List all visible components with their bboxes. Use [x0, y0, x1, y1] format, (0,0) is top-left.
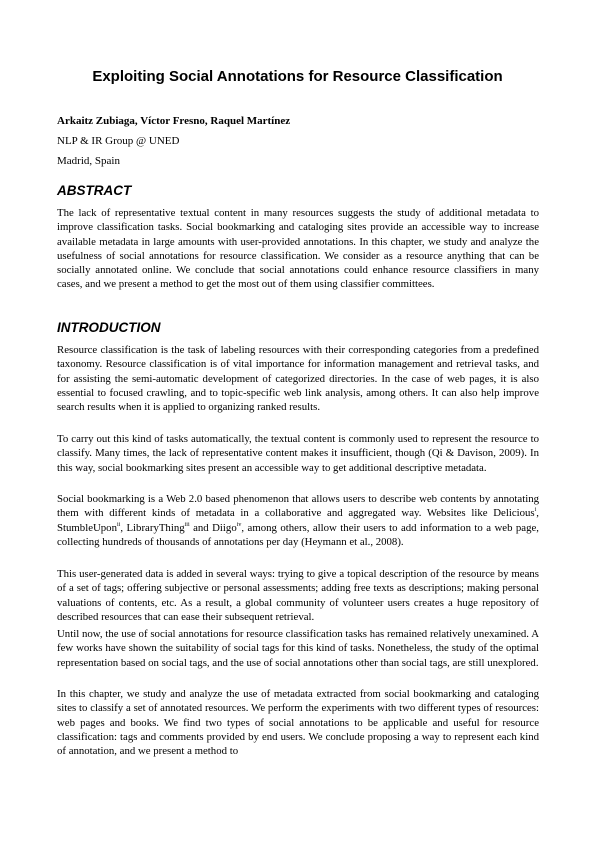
footnote-marker: ii: [116, 521, 121, 528]
intro-paragraph-5: Until now, the use of social annotations for resource classification tasks has remained relatively unexamined. A few works have shown the suitability of social tags for this kind of tasks. Nonetheless, the study of the optimal representation based on social tags, and the use of social annotations other than social tags, are still unexplored.: [57, 628, 539, 669]
abstract-heading: ABSTRACT: [57, 183, 132, 198]
intro-paragraph-6: In this chapter, we study and analyze the use of metadata extracted from social bookmarking and cataloging sites to classify a set of annotated resources. We perform the experiments with two different types of resources: web pages and books. We find two types of social annotations to be applicable and useful for resource classification: tags and comments provided by end users. We conclude proposing a way to represent each kind of annotation, and we present a method to: [57, 688, 539, 758]
footnote-marker: i: [534, 507, 537, 514]
footnote-marker: iv: [236, 521, 242, 528]
intro-paragraph-1: Resource classification is the task of labeling resources with their corresponding categories from a predefined taxonomy. Resource classification is of vital importance for information management and retrieval tasks, and for assisting the semi-automatic development of categorized directories. In the case of web pages, it is also essential to focused crawling, and to topic-specific web link analysis, among others. It can also help improve search results when it is applied to organizing ranked results.: [57, 344, 539, 414]
text-run: Social bookmarking is a Web 2.0 based phenomenon that allows users to describe web contents by annotating them with different kinds of metadata in a collaborative and aggregated way. Websites like Delicious: [57, 493, 539, 520]
affiliation: NLP & IR Group @ UNED: [57, 135, 180, 147]
footnote-marker: iii: [184, 521, 190, 528]
text-run: , among others, allow their users to add information to a web page, collecting hundreds of thousands of annotations per day (Heymann et al., 2008).: [57, 521, 539, 548]
introduction-heading: INTRODUCTION: [57, 320, 161, 335]
abstract-text: The lack of representative textual content in many resources suggests the study of additional metadata to improve classification tasks. Social bookmarking and cataloging sites provide an accessible way to increase available metadata in large amounts with user-provided annotations. In this chapter, we study and analyze the usefulness of social annotations for resource classification. We consider as a resource anything that can be socially annotated online. We conclude that social annotations could enhance resource classifiers in many cases, and we present a method to get the most out of them using classifier committees.: [57, 207, 539, 291]
location: Madrid, Spain: [57, 155, 120, 167]
intro-paragraph-3: [57, 492, 539, 549]
text-run: , LibraryThing: [120, 521, 185, 534]
intro-paragraph-2: To carry out this kind of tasks automatically, the textual content is commonly used to represent the resource to classify. Many times, the lack of representative content makes it insufficient, though (Qi & Davison, 2009). In this way, social bookmarking sites present an accessible way to get additional descriptive metadata.: [57, 433, 539, 474]
intro-paragraph-4: This user-generated data is added in several ways: trying to give a topical description of the resource by means of a set of tags; offering subjective or personal assessments; adding free texts as descriptions; making personal valuations of contents, etc. As a result, a global community of volunteer users creates a huge repository of described resources that can ease their subsequent retrieval.: [57, 568, 539, 623]
paper-title: Exploiting Social Annotations for Resource Classification: [92, 68, 503, 85]
author-list: Arkaitz Zubiaga, Víctor Fresno, Raquel Martínez: [57, 115, 291, 127]
text-run: , StumbleUpon: [57, 507, 539, 534]
text-run: and Diigo: [189, 521, 237, 534]
